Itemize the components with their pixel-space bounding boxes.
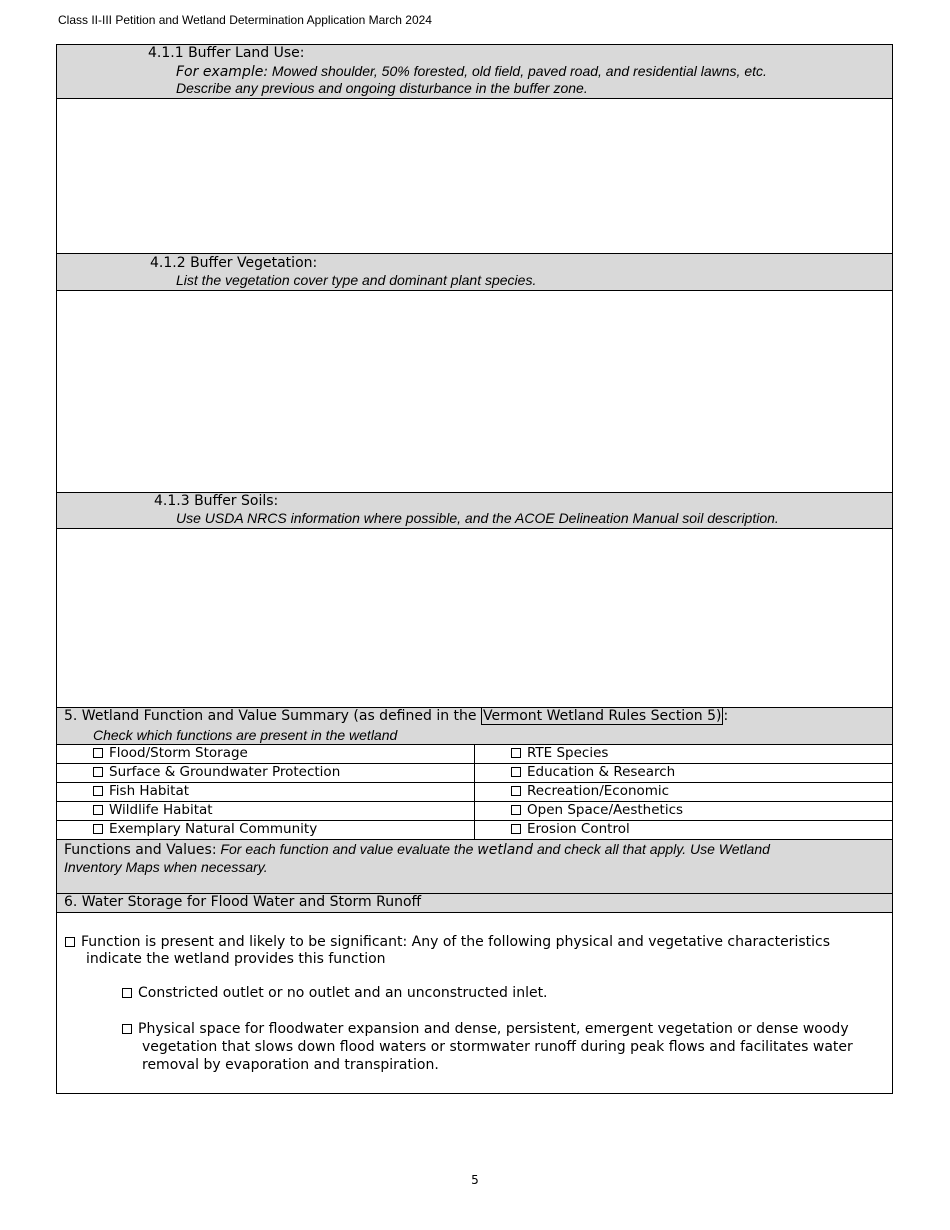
function-present-option[interactable]: Function is present and likely to be significant: Any of the following physical and vegetative characteristics bbox=[65, 933, 830, 951]
function-item-fish-habitat[interactable]: Fish Habitat bbox=[56, 782, 475, 802]
function-present-line2: indicate the wetland provides this function bbox=[86, 951, 386, 967]
buffer-vegetation-field[interactable] bbox=[56, 290, 893, 493]
buffer-soils-field[interactable] bbox=[56, 528, 893, 708]
checkbox[interactable] bbox=[65, 937, 75, 947]
section-4-1-2-instruction: List the vegetation cover type and dominant plant species. bbox=[176, 272, 537, 288]
checkbox[interactable] bbox=[511, 805, 521, 815]
function-item-rte-species[interactable]: RTE Species bbox=[474, 744, 893, 764]
function-item-flood-storm-storage[interactable]: Flood/Storm Storage bbox=[56, 744, 475, 764]
function-item-education-research[interactable]: Education & Research bbox=[474, 763, 893, 783]
section-4-1-1-disturbance: Describe any previous and ongoing disturbance in the buffer zone. bbox=[176, 80, 588, 96]
section-6-header bbox=[56, 893, 893, 913]
section-4-1-3-header bbox=[56, 492, 893, 529]
checkbox[interactable] bbox=[93, 805, 103, 815]
page-header: Class II-III Petition and Wetland Determination Application March 2024 bbox=[58, 13, 432, 27]
example-lead: For example: bbox=[176, 64, 269, 80]
checkbox[interactable] bbox=[122, 988, 132, 998]
checkbox[interactable] bbox=[511, 786, 521, 796]
checkbox[interactable] bbox=[511, 824, 521, 834]
functions-values-line2: Inventory Maps when necessary. bbox=[64, 859, 268, 875]
physical-space-option[interactable]: Physical space for floodwater expansion and dense, persistent, emergent vegetation or dense woody bbox=[122, 1020, 849, 1038]
section-4-1-1-header bbox=[56, 44, 893, 99]
section-4-1-3-title: 4.1.3 Buffer Soils: bbox=[154, 493, 279, 509]
physical-space-line2: vegetation that slows down flood waters or stormwater runoff during peak flows and facilitates water bbox=[142, 1039, 853, 1055]
function-item-surface-groundwater[interactable]: Surface & Groundwater Protection bbox=[56, 763, 475, 783]
section-6-title: 6. Water Storage for Flood Water and Storm Runoff bbox=[64, 894, 422, 910]
section-5-subtitle: Check which functions are present in the wetland bbox=[93, 727, 398, 743]
function-item-recreation-economic[interactable]: Recreation/Economic bbox=[474, 782, 893, 802]
checkbox[interactable] bbox=[93, 767, 103, 777]
buffer-land-use-field[interactable] bbox=[56, 98, 893, 254]
function-item-wildlife-habitat[interactable]: Wildlife Habitat bbox=[56, 801, 475, 821]
page-number: 5 bbox=[471, 1173, 479, 1187]
vermont-wetland-rules-link[interactable]: Vermont Wetland Rules Section 5) bbox=[482, 708, 722, 724]
section-5-title: 5. Wetland Function and Value Summary (as defined in the Vermont Wetland Rules Section 5) : bbox=[64, 708, 729, 724]
checkbox[interactable] bbox=[511, 767, 521, 777]
section-5-header bbox=[56, 707, 893, 745]
section-6-body bbox=[56, 912, 893, 1094]
function-item-exemplary-community[interactable]: Exemplary Natural Community bbox=[56, 820, 475, 840]
section-4-1-2-header bbox=[56, 253, 893, 291]
checkbox[interactable] bbox=[93, 748, 103, 758]
function-item-erosion-control[interactable]: Erosion Control bbox=[474, 820, 893, 840]
example-text: Mowed shoulder, 50% forested, old field, paved road, and residential lawns, etc. bbox=[268, 63, 767, 79]
constricted-outlet-option[interactable]: Constricted outlet or no outlet and an unconstructed inlet. bbox=[122, 984, 548, 1002]
checkbox[interactable] bbox=[511, 748, 521, 758]
section-4-1-2-title: 4.1.2 Buffer Vegetation: bbox=[150, 255, 318, 271]
section-4-1-1-example bbox=[176, 63, 767, 80]
section-4-1-1-title: 4.1.1 Buffer Land Use: bbox=[148, 45, 305, 61]
checkbox[interactable] bbox=[122, 1024, 132, 1034]
checkbox[interactable] bbox=[93, 786, 103, 796]
functions-values-line1: Functions and Values: For each function and value evaluate the wetland and check all that apply. Use Wetland bbox=[64, 841, 770, 858]
checkbox[interactable] bbox=[93, 824, 103, 834]
functions-values-note bbox=[56, 839, 893, 894]
section-4-1-3-instruction: Use USDA NRCS information where possible, and the ACOE Delineation Manual soil description. bbox=[176, 510, 779, 526]
physical-space-line3: removal by evaporation and transpiration. bbox=[142, 1057, 439, 1073]
function-item-open-space[interactable]: Open Space/Aesthetics bbox=[474, 801, 893, 821]
